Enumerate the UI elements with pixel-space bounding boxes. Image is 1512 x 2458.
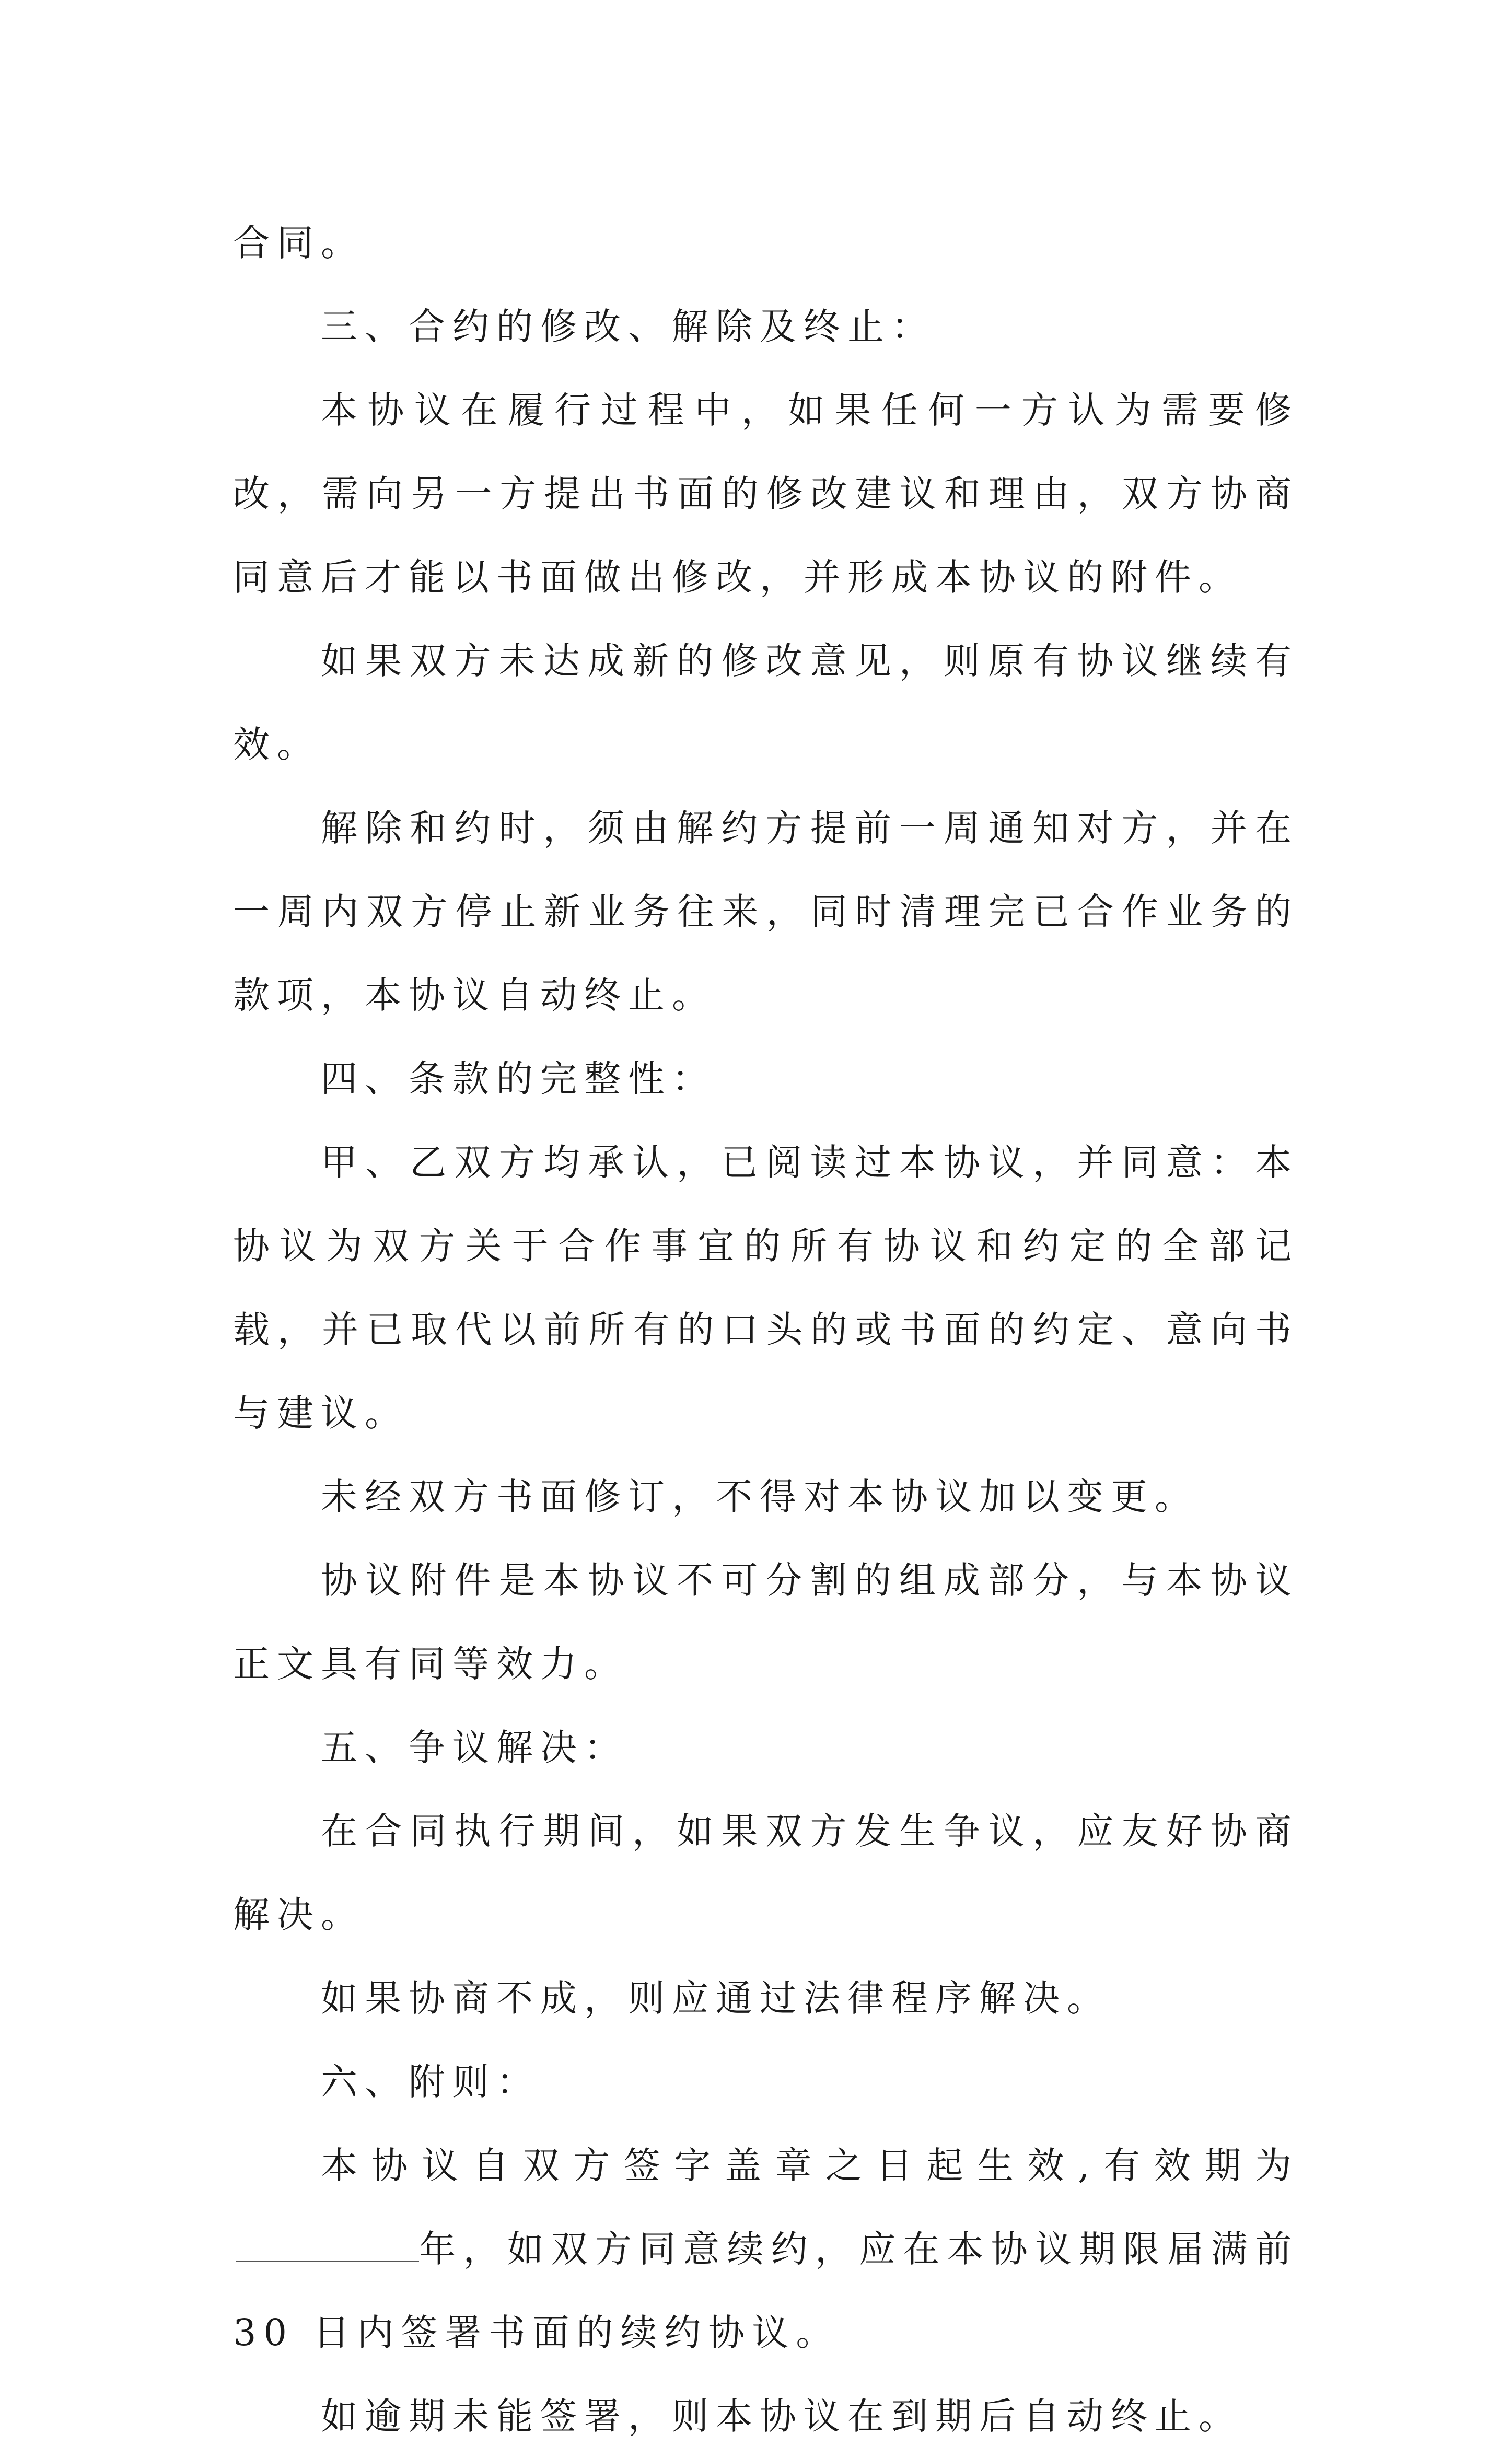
paragraph-termination-notice: 解除和约时，须由解约方提前一周通知对方，并在一周内双方停止新业务往来，同时清理完已合作业务的款项，本协议自动终止。 — [233, 807, 1299, 1017]
effective-term-rest: 年，如双方同意续约，应在本协议期限届满前 30 日内签署书面的续约协议。 — [233, 2228, 1299, 2354]
paragraph-original-valid: 如果双方未达成新的修改意见，则原有协议继续有效。 — [233, 639, 1299, 766]
heading-dispute: 五、争议解决： — [321, 1726, 628, 1769]
paragraph-dispute-negotiation: 在合同执行期间，如果双方发生争议，应友好协商解决。 — [233, 1810, 1299, 1936]
heading-completeness: 四、条款的完整性： — [321, 1057, 716, 1100]
effective-term-lead: 本协议自双方签字盖章之日起生效,有效期为 — [321, 2144, 1299, 2187]
document-body — [233, 201, 1299, 2458]
paragraph-attachments: 协议附件是本协议不可分割的组成部分，与本协议正文具有同等效力。 — [233, 1559, 1299, 1685]
paragraph-dispute-legal: 如果协商不成，则应通过法律程序解决。 — [321, 1977, 1111, 2020]
paragraph-amendment: 本协议在履行过程中，如果任何一方认为需要修改，需向另一方提出书面的修改建议和理由，双方协商同意后才能以书面做出修改，并形成本协议的附件。 — [233, 389, 1299, 599]
heading-amendment-termination: 三、合约的修改、解除及终止： — [321, 305, 935, 348]
term-years-blank — [236, 2219, 419, 2262]
heading-supplementary: 六、附则： — [321, 2060, 540, 2103]
paragraph-expiry: 如逾期未能签署，则本协议在到期后自动终止。 — [321, 2395, 1242, 2438]
paragraph-no-change: 未经双方书面修订，不得对本协议加以变更。 — [321, 1475, 1199, 1518]
paragraph-effective-term — [233, 2124, 1299, 2374]
paragraph-acknowledgement: 甲、乙双方均承认，已阅读过本协议，并同意：本协议为双方关于合作事宜的所有协议和约定的全部记载，并已取代以前所有的口头的或书面的约定、意向书与建议。 — [233, 1141, 1299, 1435]
paragraph-contract-end: 合同。 — [233, 222, 365, 264]
